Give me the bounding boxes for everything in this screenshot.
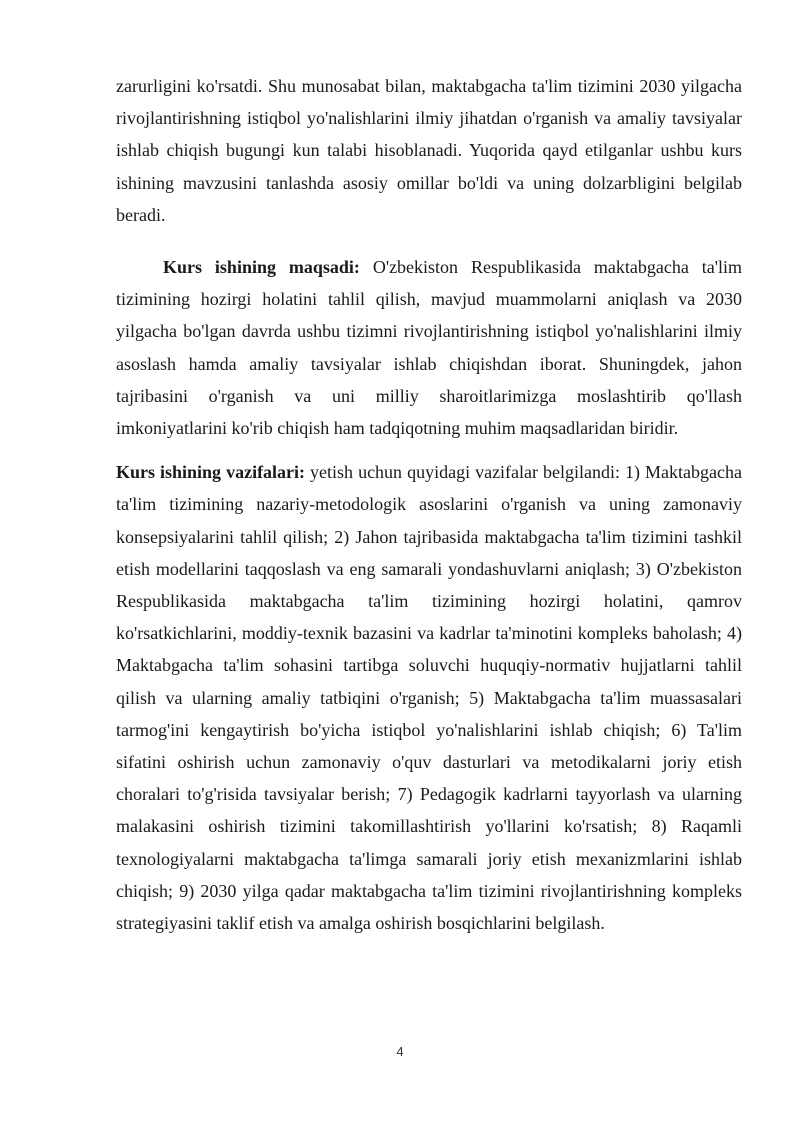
goal-heading: Kurs ishining maqsadi: — [163, 257, 360, 278]
paragraph-intro-continuation — [116, 70, 742, 231]
paragraph-goal — [116, 251, 742, 444]
page-body — [116, 70, 742, 939]
paragraph-tasks — [116, 456, 742, 939]
page-number: 4 — [396, 1044, 404, 1059]
tasks-text: yetish uchun quyidagi vazifalar belgilandi: 1) Maktabgacha ta'lim tizimining nazariy-metodologik asoslarini o'rganish va uning zamonaviy konsepsiyalarini tahlil qilish; 2) Jahon tajribasida maktabgacha ta'lim tizimini tashkil etish modellarini taqqoslash va eng samarali yondashuvlarni aniqlash; 3) O'zbekiston Respublikasida maktabgacha ta'lim tizimining hozirgi holatini, qamrov ko'rsatkichlarini, moddiy-texnik bazasini va kadrlar ta'minotini kompleks baholash; 4) Maktabgacha ta'lim sohasini tartibga soluvchi huquqiy-normativ hujjatlarni tahlil qilish va ularning amaliy tatbiqini o'rganish; 5) Maktabgacha ta'lim muassasalari tarmog'ini kengaytirish bo'yicha istiqbol yo'nalishlarini ishlab chiqish; 6) Ta'lim sifatini oshirish uchun zamonaviy o'quv dasturlari va metodikalarni joriy etish choralari to'g'risida tavsiyalar berish; 7) Pedagogik kadrlarni tayyorlash va ularning malakasini oshirish tizimini takomillashtirish yo'llarini ko'rsatish; 8) Raqamli texnologiyalarni maktabgacha ta'limga samarali joriy etish mexanizmlarini ishlab chiqish; 9) 2030 yilga qadar maktabgacha ta'lim tizimini rivojlantirishning kompleks strategiyasini taklif etish va amalga oshirish bosqichlarini belgilash. — [116, 462, 742, 934]
paragraph-text: zarurligini ko'rsatdi. Shu munosabat bilan, maktabgacha ta'lim tizimini 2030 yilgacha rivojlantirishning istiqbol yo'nalishlarini ilmiy jihatdan o'rganish va amaliy tavsiyalar ishlab chiqish bugungi kun talabi hisoblanadi. Yuqorida qayd etilganlar ushbu kurs ishining mavzusini tanlashda asosiy omillar bo'ldi va uning dolzarbligini belgilab beradi. — [116, 76, 742, 225]
goal-text: O'zbekiston Respublikasida maktabgacha ta'lim tizimining hozirgi holatini tahlil qilish, mavjud muammolarni aniqlash va 2030 yilgacha bo'lgan davrda ushbu tizimni rivojlantirishning istiqbol yo'nalishlarini ilmiy asoslash hamda amaliy tavsiyalar ishlab chiqishdan iborat. Shuningdek, jahon tajribasini o'rganish va uni milliy sharoitlarimizga moslashtirib qo'llash imkoniyatlarini ko'rib chiqish ham tadqiqotning muhim maqsadlaridan biridir. — [116, 257, 742, 439]
tasks-heading: Kurs ishining vazifalari: — [116, 462, 306, 483]
